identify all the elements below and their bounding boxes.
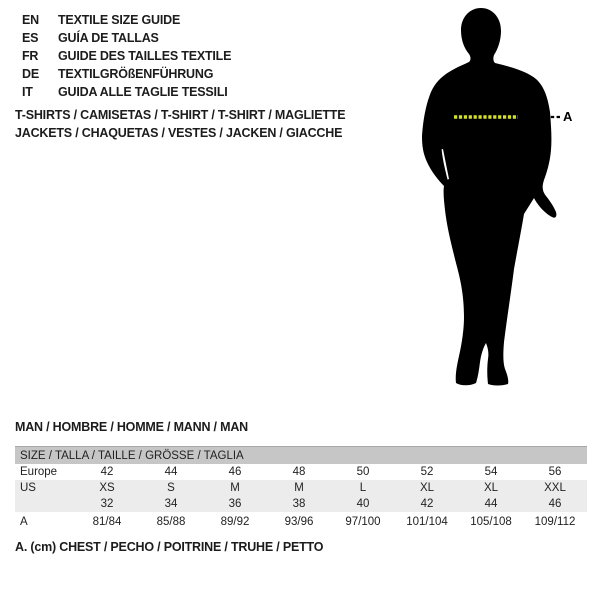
cell: 48 <box>292 465 306 478</box>
cell: 54 <box>484 465 498 478</box>
language-title: TEXTILGRÖßENFÜHRUNG <box>58 67 214 81</box>
cell: XL <box>395 480 459 496</box>
table-header-label: SIZE / TALLA / TAILLE / GRÖSSE / TAGLIA <box>15 447 587 465</box>
cell: M <box>267 480 331 496</box>
cell: 89/92 <box>220 515 250 528</box>
cell: 46 <box>523 496 587 512</box>
language-list <box>22 11 231 101</box>
language-code: IT <box>22 85 33 99</box>
language-row-fr <box>22 47 231 65</box>
cell: 44 <box>164 465 178 478</box>
language-title: TEXTILE SIZE GUIDE <box>58 13 181 27</box>
language-row-en <box>22 11 231 29</box>
table-row-us-numbers <box>15 496 587 512</box>
measurement-footnote: A. (cm) CHEST / PECHO / POITRINE / TRUHE / PETTO <box>15 540 324 554</box>
cell: 105/108 <box>470 515 512 528</box>
cell: 97/100 <box>345 515 381 528</box>
language-title: GUIDA ALLE TAGLIE TESSILI <box>58 85 228 99</box>
cell: 38 <box>267 496 331 512</box>
cell: 46 <box>228 465 242 478</box>
row-label: US <box>15 480 75 496</box>
table-row-europe <box>15 464 587 480</box>
cell: 50 <box>356 465 370 478</box>
cell: XXL <box>523 480 587 496</box>
table-row-us-letters <box>15 480 587 496</box>
language-code: FR <box>22 49 39 63</box>
cell: 42 <box>395 496 459 512</box>
cell: 109/112 <box>534 515 576 528</box>
table-header-row <box>15 447 587 465</box>
cell: M <box>203 480 267 496</box>
silhouette-shape <box>422 8 556 386</box>
cell: 56 <box>548 465 562 478</box>
category-line-tshirts: T-SHIRTS / CAMISETAS / T-SHIRT / T-SHIRT / MAGLIETTE <box>15 108 346 122</box>
size-table <box>15 446 587 530</box>
cell: 40 <box>331 496 395 512</box>
language-title: GUIDE DES TAILLES TEXTILE <box>58 49 232 63</box>
category-line-jackets: JACKETS / CHAQUETAS / VESTES / JACKEN / GIACCHE <box>15 126 343 140</box>
cell: 85/88 <box>156 515 186 528</box>
cell: 81/84 <box>92 515 122 528</box>
cell: 34 <box>139 496 203 512</box>
table-row-chest-a <box>15 512 587 530</box>
cell: 93/96 <box>284 515 314 528</box>
row-label: Europe <box>20 465 58 478</box>
language-code: ES <box>22 31 39 45</box>
cell: 44 <box>459 496 523 512</box>
cell: 101/104 <box>406 515 448 528</box>
row-label <box>15 496 75 512</box>
language-title: GUÍA DE TALLAS <box>58 31 159 45</box>
cell: 32 <box>75 496 139 512</box>
man-silhouette <box>390 0 600 400</box>
row-label: A <box>20 515 28 528</box>
language-row-de <box>22 65 231 83</box>
language-code: DE <box>22 67 39 81</box>
language-code: EN <box>22 13 39 27</box>
category-lines <box>15 106 345 142</box>
cell: XL <box>459 480 523 496</box>
section-heading: MAN / HOMBRE / HOMME / MANN / MAN <box>15 420 248 434</box>
cell: L <box>331 480 395 496</box>
cell: 52 <box>420 465 434 478</box>
measure-label-a: A <box>563 109 573 124</box>
cell: 36 <box>203 496 267 512</box>
language-row-it <box>22 83 231 101</box>
language-row-es <box>22 29 231 47</box>
cell: XS <box>75 480 139 496</box>
cell: S <box>139 480 203 496</box>
cell: 42 <box>100 465 114 478</box>
